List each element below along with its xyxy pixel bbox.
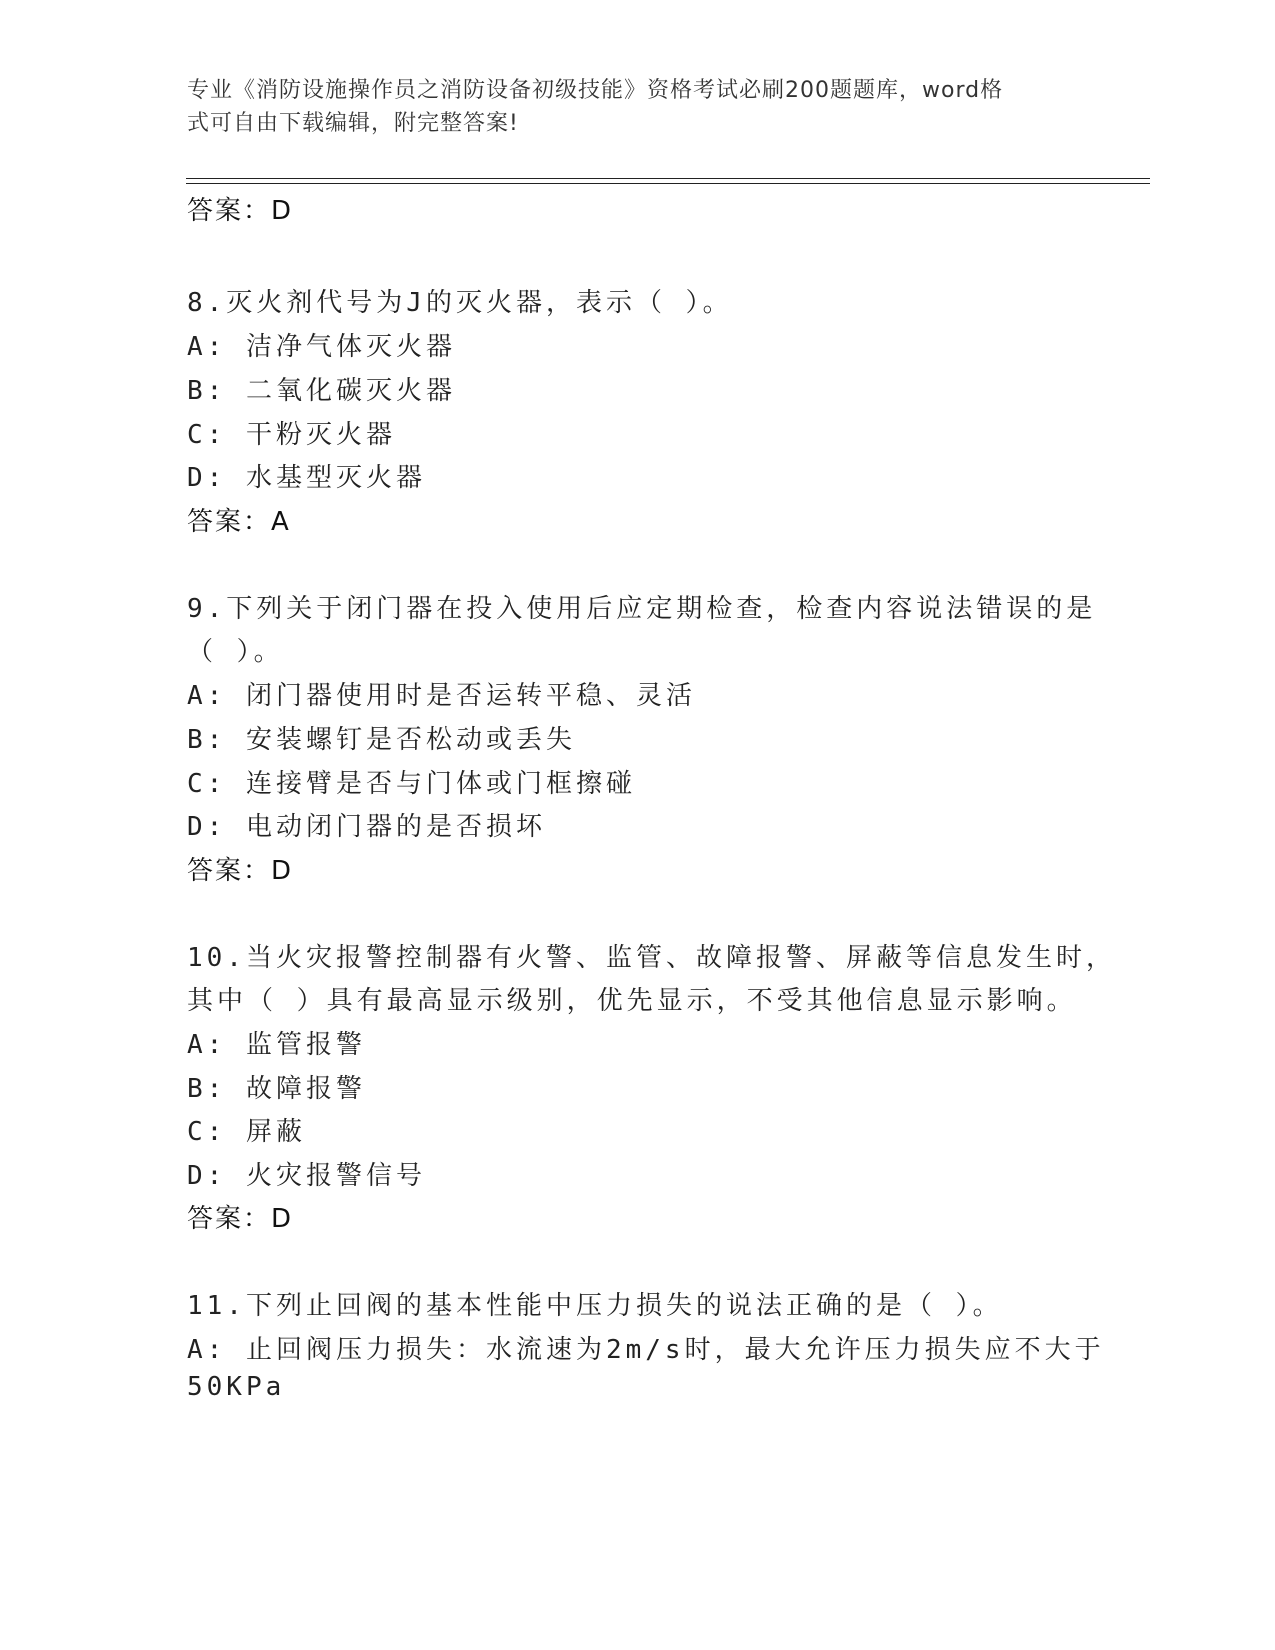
header-line-1: 专业《消防设施操作员之消防设备初级技能》资格考试必刷200题题库，word格 bbox=[187, 78, 1004, 103]
question-8-answer: 答案：A bbox=[187, 507, 291, 537]
question-9-option-d: D: 电动闭门器的是否损坏 bbox=[187, 812, 546, 842]
answer-previous: 答案：D bbox=[187, 196, 294, 226]
header-rule-top bbox=[186, 178, 1150, 179]
question-8-option-a: A: 洁净气体灭火器 bbox=[187, 332, 456, 362]
document-header bbox=[187, 74, 1067, 140]
question-9-option-c: C: 连接臂是否与门体或门框擦碰 bbox=[187, 769, 636, 799]
question-9-option-a: A: 闭门器使用时是否运转平稳、灵活 bbox=[187, 681, 696, 711]
question-8-stem: 8.灭火剂代号为J的灭火器，表示（ ）。 bbox=[187, 288, 733, 318]
question-10-option-b: B: 故障报警 bbox=[187, 1074, 366, 1104]
question-8-option-c: C: 干粉灭火器 bbox=[187, 420, 396, 450]
question-8-option-d: D: 水基型灭火器 bbox=[187, 463, 426, 493]
question-10-stem-line-2: 其中（ ）具有最高显示级别，优先显示，不受其他信息显示影响。 bbox=[187, 986, 1077, 1016]
question-11-option-a-continued: 50KPa bbox=[187, 1372, 286, 1402]
question-11-option-a: A: 止回阀压力损失：水流速为2m/s时，最大允许压力损失应不大于 bbox=[187, 1335, 1105, 1365]
header-rule-bottom bbox=[186, 183, 1150, 184]
question-10-answer: 答案：D bbox=[187, 1204, 294, 1234]
question-10-option-d: D: 火灾报警信号 bbox=[187, 1161, 426, 1191]
header-line-2: 式可自由下载编辑，附完整答案! bbox=[187, 111, 519, 136]
question-11-stem: 11.下列止回阀的基本性能中压力损失的说法正确的是（ ）。 bbox=[187, 1291, 1003, 1321]
question-9-stem-line-2: （ ）。 bbox=[187, 637, 284, 667]
question-10-option-a: A: 监管报警 bbox=[187, 1030, 366, 1060]
question-9-answer: 答案：D bbox=[187, 856, 294, 886]
question-9-stem-line-1: 9.下列关于闭门器在投入使用后应定期检查，检查内容说法错误的是 bbox=[187, 594, 1097, 624]
question-9-option-b: B: 安装螺钉是否松动或丢失 bbox=[187, 725, 576, 755]
question-10-stem-line-1: 10.当火灾报警控制器有火警、监管、故障报警、屏蔽等信息发生时， bbox=[187, 943, 1116, 973]
question-10-option-c: C: 屏蔽 bbox=[187, 1117, 306, 1147]
question-8-option-b: B: 二氧化碳灭火器 bbox=[187, 376, 456, 406]
